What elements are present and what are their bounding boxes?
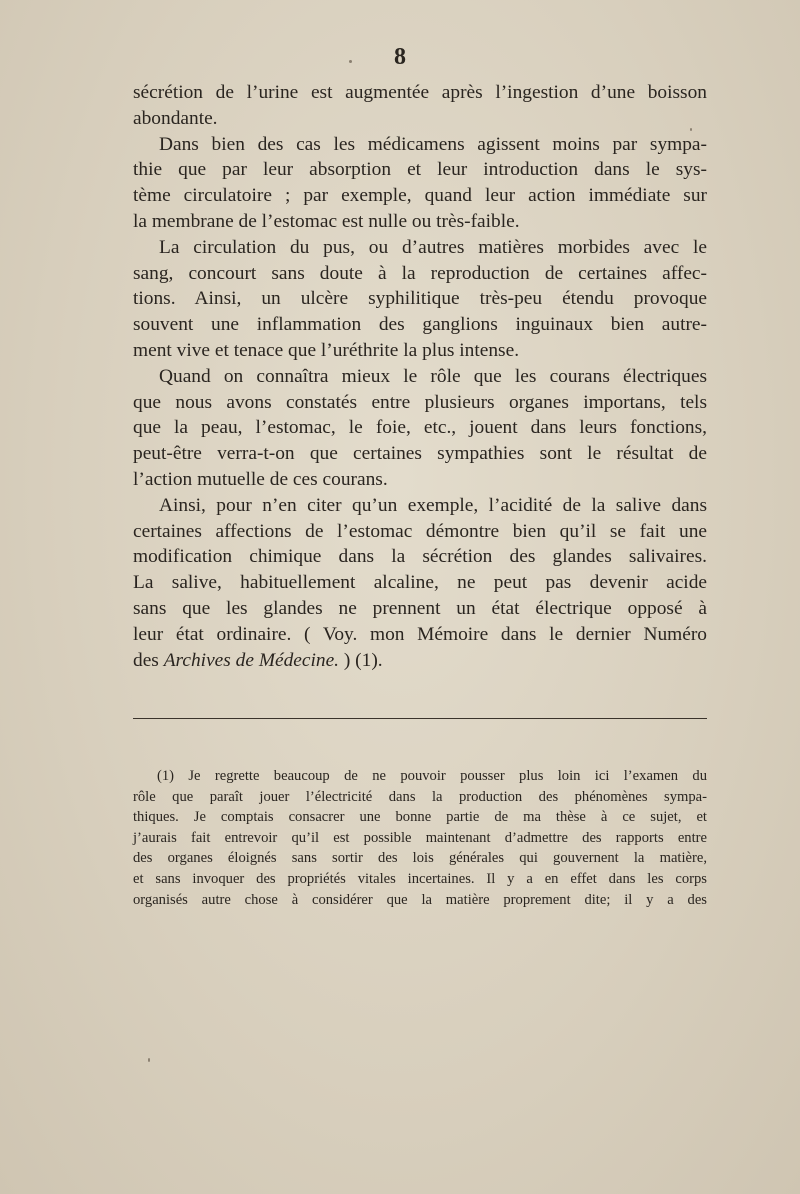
text-line: la membrane de l’estomac est nulle ou très-faible.	[133, 210, 520, 232]
text-line: certaines affections de l’estomac démontre bien qu’il se fait une	[133, 520, 707, 542]
text-line: peut-être verra-t-on que certaines sympathies sont le résultat de	[133, 443, 707, 465]
footnote-line: thiques. Je comptais consacrer une bonne partie de ma thèse à ce sujet, et	[133, 809, 707, 826]
text-line: abondante.	[133, 107, 218, 129]
text-line: Quand on connaîtra mieux le rôle que les courans électriques	[159, 365, 707, 387]
footnote-divider	[133, 718, 707, 719]
text-line: ment vive et tenace que l’uréthrite la plus intense.	[133, 339, 520, 361]
text-line: sang, concourt sans doute à la reproduction de certaines affec-	[133, 262, 707, 284]
last-line-suffix: ) (1).	[339, 649, 383, 671]
text-line: thie que par leur absorption et leur introduction dans le sys-	[133, 159, 707, 181]
text-line: tème circulatoire ; par exemple, quand leur action immédiate sur	[133, 185, 707, 207]
paper-speck	[148, 1058, 150, 1062]
text-line: sécrétion de l’urine est augmentée après l’ingestion d’une boisson	[133, 82, 707, 103]
text-line: souvent une inflammation des ganglions inguinaux bien autre-	[133, 314, 707, 336]
text-line: Dans bien des cas les médicamens agissent moins par sympa-	[159, 133, 707, 155]
text-line: sans que les glandes ne prennent un état électrique opposé à	[133, 597, 707, 619]
text-line: l’action mutuelle de ces courans.	[133, 468, 388, 490]
paper-speck	[690, 128, 692, 131]
footnote-line: j’aurais fait entrevoir qu’il est possible maintenant d’admettre des rapports entre	[133, 829, 707, 846]
footnote-line: des organes éloignés sans sortir des lois générales qui gouvernent la matière,	[133, 850, 707, 867]
text-line: tions. Ainsi, un ulcère syphilitique très-peu étendu provoque	[133, 288, 707, 310]
text-line: que la peau, l’estomac, le foie, etc., jouent dans leurs fonctions,	[133, 417, 707, 439]
paper-speck	[349, 60, 352, 63]
text-line: leur état ordinaire. ( Voy. mon Mémoire dans le dernier Numéro	[133, 623, 707, 645]
text-line: Ainsi, pour n’en citer qu’un exemple, l’acidité de la salive dans	[159, 494, 707, 516]
last-line-prefix: des	[133, 649, 164, 671]
text-line: que nous avons constatés entre plusieurs organes importans, tels	[133, 391, 707, 413]
main-text	[133, 80, 707, 673]
footnote-line: rôle que paraît jouer l’électricité dans la production des phénomènes sympa-	[133, 788, 707, 805]
footnote-line: organisés autre chose à considérer que la matière proprement dite; il y a des	[133, 891, 707, 908]
footnote-line: et sans invoquer des propriétés vitales incertaines. Il y a en effet dans les corps	[133, 870, 707, 887]
text-line: La salive, habituellement alcaline, ne peut pas devenir acide	[133, 572, 707, 594]
text-line: La circulation du pus, ou d’autres matières morbides avec le	[159, 236, 707, 258]
footnote-line: (1) Je regrette beaucoup de ne pouvoir pousser plus loin ici l’examen du	[157, 768, 707, 784]
footnote	[133, 766, 707, 910]
page-number: 8	[394, 44, 406, 70]
text-line: modification chimique dans la sécrétion des glandes salivaires.	[133, 546, 707, 568]
journal-title: Archives de Médecine.	[163, 649, 340, 671]
text-line-final	[133, 648, 707, 674]
